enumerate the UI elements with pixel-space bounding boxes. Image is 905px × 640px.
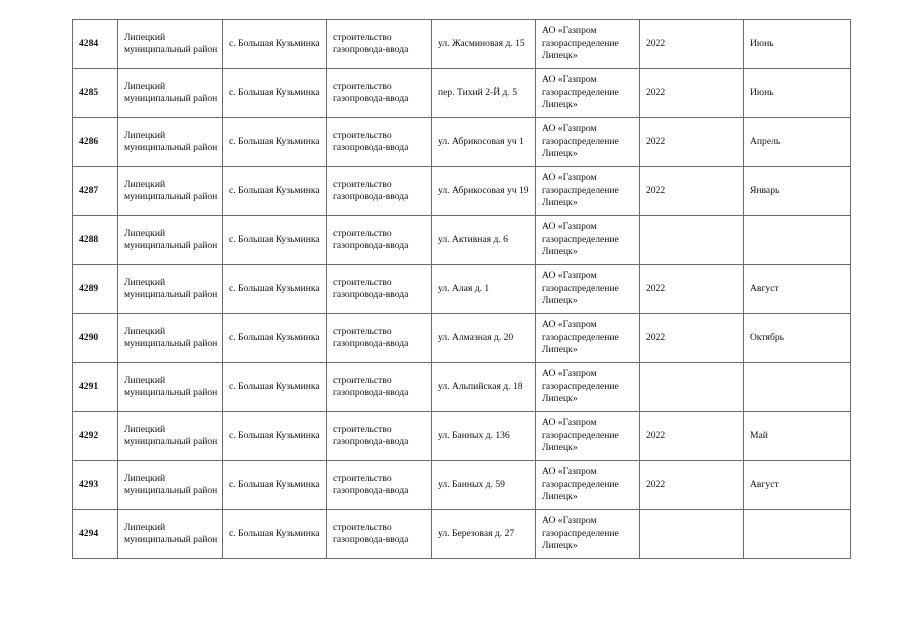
district-cell: Липецкий муниципальный район: [118, 363, 223, 412]
year-cell: 2022: [640, 314, 744, 363]
table-row: [73, 314, 851, 363]
row-number: 4284: [73, 20, 118, 69]
month-cell: Январь: [744, 167, 851, 216]
row-number: 4293: [73, 461, 118, 510]
table-row: [73, 118, 851, 167]
address-cell: ул. Активная д. 6: [432, 216, 536, 265]
month-cell: Октябрь: [744, 314, 851, 363]
row-number: 4289: [73, 265, 118, 314]
village-cell: с. Большая Кузьминка: [223, 118, 327, 167]
village-cell: с. Большая Кузьминка: [223, 167, 327, 216]
work-type-cell: строительство газопровода-ввода: [327, 363, 432, 412]
row-number: 4292: [73, 412, 118, 461]
year-cell: 2022: [640, 118, 744, 167]
year-cell: 2022: [640, 461, 744, 510]
organization-cell: АО «Газпром газораспределение Липецк»: [536, 363, 640, 412]
year-cell: 2022: [640, 167, 744, 216]
month-cell: Июнь: [744, 69, 851, 118]
work-type-cell: строительство газопровода-ввода: [327, 167, 432, 216]
row-number: 4290: [73, 314, 118, 363]
table-row: [73, 461, 851, 510]
year-cell: 2022: [640, 265, 744, 314]
work-type-cell: строительство газопровода-ввода: [327, 412, 432, 461]
table-row: [73, 69, 851, 118]
row-number: 4294: [73, 510, 118, 559]
organization-cell: АО «Газпром газораспределение Липецк»: [536, 510, 640, 559]
work-type-cell: строительство газопровода-ввода: [327, 314, 432, 363]
table-body: [73, 20, 851, 559]
organization-cell: АО «Газпром газораспределение Липецк»: [536, 118, 640, 167]
address-cell: ул. Алая д. 1: [432, 265, 536, 314]
address-cell: ул. Алмазная д. 20: [432, 314, 536, 363]
registry-table: [72, 19, 851, 559]
organization-cell: АО «Газпром газораспределение Липецк»: [536, 412, 640, 461]
village-cell: с. Большая Кузьминка: [223, 69, 327, 118]
table-row: [73, 363, 851, 412]
village-cell: с. Большая Кузьминка: [223, 216, 327, 265]
district-cell: Липецкий муниципальный район: [118, 461, 223, 510]
year-cell: [640, 216, 744, 265]
month-cell: Август: [744, 461, 851, 510]
address-cell: ул. Березовая д. 27: [432, 510, 536, 559]
village-cell: с. Большая Кузьминка: [223, 412, 327, 461]
table-row: [73, 412, 851, 461]
address-cell: пер. Тихий 2-Й д. 5: [432, 69, 536, 118]
organization-cell: АО «Газпром газораспределение Липецк»: [536, 461, 640, 510]
work-type-cell: строительство газопровода-ввода: [327, 461, 432, 510]
village-cell: с. Большая Кузьминка: [223, 20, 327, 69]
work-type-cell: строительство газопровода-ввода: [327, 69, 432, 118]
organization-cell: АО «Газпром газораспределение Липецк»: [536, 69, 640, 118]
district-cell: Липецкий муниципальный район: [118, 167, 223, 216]
address-cell: ул. Банных д. 59: [432, 461, 536, 510]
work-type-cell: строительство газопровода-ввода: [327, 20, 432, 69]
district-cell: Липецкий муниципальный район: [118, 510, 223, 559]
district-cell: Липецкий муниципальный район: [118, 216, 223, 265]
address-cell: ул. Жасминовая д. 15: [432, 20, 536, 69]
row-number: 4287: [73, 167, 118, 216]
table-row: [73, 167, 851, 216]
organization-cell: АО «Газпром газораспределение Липецк»: [536, 314, 640, 363]
year-cell: 2022: [640, 412, 744, 461]
table-row: [73, 265, 851, 314]
organization-cell: АО «Газпром газораспределение Липецк»: [536, 20, 640, 69]
village-cell: с. Большая Кузьминка: [223, 265, 327, 314]
district-cell: Липецкий муниципальный район: [118, 69, 223, 118]
district-cell: Липецкий муниципальный район: [118, 20, 223, 69]
year-cell: 2022: [640, 69, 744, 118]
month-cell: [744, 363, 851, 412]
row-number: 4291: [73, 363, 118, 412]
month-cell: Май: [744, 412, 851, 461]
table-row: [73, 510, 851, 559]
month-cell: Июнь: [744, 20, 851, 69]
district-cell: Липецкий муниципальный район: [118, 265, 223, 314]
table-row: [73, 216, 851, 265]
month-cell: Август: [744, 265, 851, 314]
year-cell: [640, 510, 744, 559]
address-cell: ул. Альпийская д. 18: [432, 363, 536, 412]
work-type-cell: строительство газопровода-ввода: [327, 118, 432, 167]
year-cell: 2022: [640, 20, 744, 69]
work-type-cell: строительство газопровода-ввода: [327, 216, 432, 265]
district-cell: Липецкий муниципальный район: [118, 314, 223, 363]
address-cell: ул. Абрикосовая уч 1: [432, 118, 536, 167]
district-cell: Липецкий муниципальный район: [118, 118, 223, 167]
district-cell: Липецкий муниципальный район: [118, 412, 223, 461]
work-type-cell: строительство газопровода-ввода: [327, 510, 432, 559]
organization-cell: АО «Газпром газораспределение Липецк»: [536, 265, 640, 314]
row-number: 4286: [73, 118, 118, 167]
month-cell: [744, 216, 851, 265]
month-cell: [744, 510, 851, 559]
organization-cell: АО «Газпром газораспределение Липецк»: [536, 167, 640, 216]
organization-cell: АО «Газпром газораспределение Липецк»: [536, 216, 640, 265]
row-number: 4285: [73, 69, 118, 118]
village-cell: с. Большая Кузьминка: [223, 461, 327, 510]
row-number: 4288: [73, 216, 118, 265]
table-row: [73, 20, 851, 69]
village-cell: с. Большая Кузьминка: [223, 314, 327, 363]
address-cell: ул. Абрикосовая уч 19: [432, 167, 536, 216]
month-cell: Апрель: [744, 118, 851, 167]
village-cell: с. Большая Кузьминка: [223, 510, 327, 559]
address-cell: ул. Банных д. 136: [432, 412, 536, 461]
village-cell: с. Большая Кузьминка: [223, 363, 327, 412]
work-type-cell: строительство газопровода-ввода: [327, 265, 432, 314]
year-cell: [640, 363, 744, 412]
